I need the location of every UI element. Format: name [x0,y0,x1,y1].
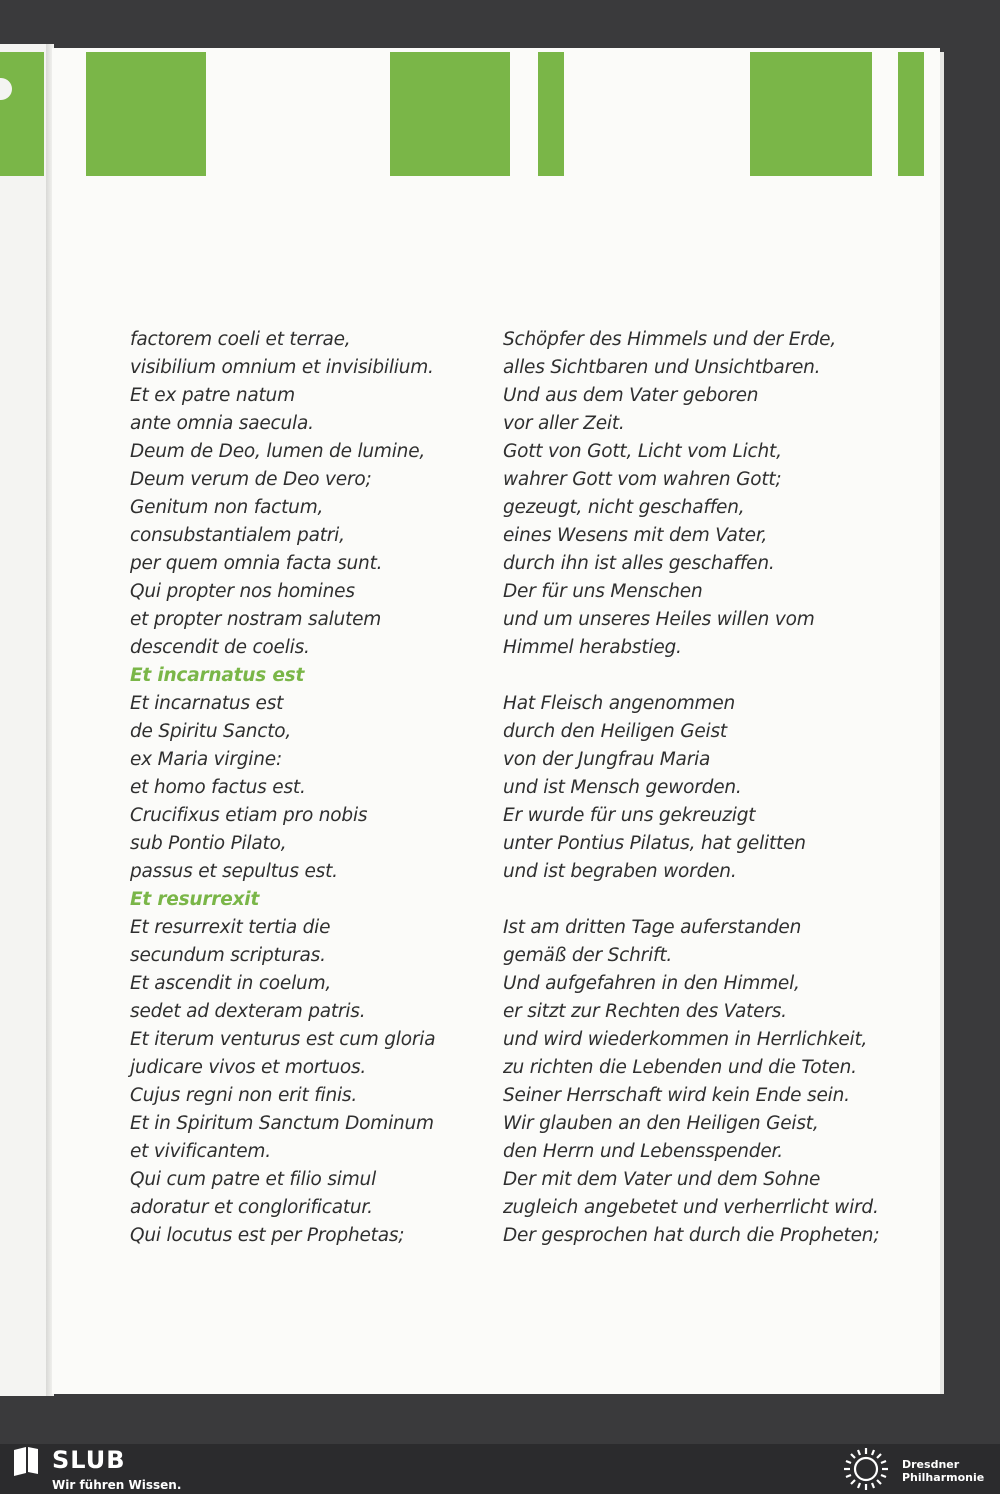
slub-book-icon [12,1446,40,1476]
section-heading: Et resurrexit [130,889,260,910]
german-line: Er wurde für uns gekreuzigt [503,805,756,826]
slub-tagline: Wir führen Wissen. [52,1478,182,1492]
latin-line: sedet ad dexteram patris. [130,1001,366,1022]
german-line: eines Wesens mit dem Vater, [503,525,768,546]
latin-line: Qui locutus est per Prophetas; [130,1225,405,1246]
latin-line: Qui cum patre et filio simul [130,1169,377,1190]
latin-line: consubstantialem patri, [130,525,345,546]
german-line: durch den Heiligen Geist [503,721,727,742]
german-line: wahrer Gott vom wahren Gott; [503,469,782,490]
german-line: Der für uns Menschen [503,581,703,602]
latin-line: Qui propter nos homines [130,581,355,602]
german-line: und ist Mensch geworden. [503,777,742,798]
latin-line: descendit de coelis. [130,637,310,658]
header-green-block-5 [898,52,924,176]
latin-line: passus et sepultus est. [130,861,338,882]
latin-line: et vivificantem. [130,1141,271,1162]
german-line: unter Pontius Pilatus, hat gelitten [503,833,806,854]
latin-line: judicare vivos et mortuos. [130,1057,367,1078]
latin-line: sub Pontio Pilato, [130,833,287,854]
dresdner-philharmonie-label [902,1458,984,1484]
dp-line-1: Dresdner [902,1458,960,1471]
german-line: und wird wiederkommen in Herrlichkeit, [503,1029,868,1050]
german-line: Schöpfer des Himmels und der Erde, [503,329,837,350]
latin-line: Et incarnatus est [130,693,284,714]
header-green-block-3 [538,52,564,176]
german-line: vor aller Zeit. [503,413,625,434]
german-line: Und aus dem Vater geboren [503,385,759,406]
german-line [503,662,879,690]
german-line: und ist begraben worden. [503,861,737,882]
slub-name: SLUB [52,1446,126,1474]
german-line: durch ihn ist alles geschaffen. [503,553,775,574]
latin-line: ante omnia saecula. [130,413,314,434]
dp-line-2: Philharmonie [902,1471,985,1484]
german-line: zu richten die Lebenden und die Toten. [503,1057,857,1078]
german-line: Der gesprochen hat durch die Propheten; [503,1225,880,1246]
latin-line: et propter nostram salutem [130,609,382,630]
german-line: Himmel herabstieg. [503,637,682,658]
german-line: gemäß der Schrift. [503,945,673,966]
latin-line: Et ascendit in coelum, [130,973,332,994]
german-text-column [503,326,879,1250]
latin-line: Genitum non factum, [130,497,324,518]
latin-line: Deum de Deo, lumen de lumine, [130,441,426,462]
german-line: Und aufgefahren in den Himmel, [503,973,800,994]
latin-line: Et iterum venturus est cum gloria [130,1029,436,1050]
dresdner-philharmonie-sunburst-icon [840,1446,892,1492]
page-edge [940,52,944,1394]
latin-line: Et resurrexit tertia die [130,917,331,938]
latin-line: ex Maria virgine: [130,749,282,770]
german-line: gezeugt, nicht geschaffen, [503,497,745,518]
latin-line: secundum scripturas. [130,945,326,966]
latin-line: factorem coeli et terrae, [130,329,351,350]
german-line [503,886,879,914]
latin-line: per quem omnia facta sunt. [130,553,383,574]
latin-line: adoratur et conglorificatur. [130,1197,373,1218]
facing-page-green-block [0,52,44,176]
german-line: alles Sichtbaren und Unsichtbaren. [503,357,821,378]
latin-line: et homo factus est. [130,777,306,798]
latin-line: Cujus regni non erit finis. [130,1085,358,1106]
german-line: er sitzt zur Rechten des Vaters. [503,1001,787,1022]
latin-line: Deum verum de Deo vero; [130,469,372,490]
german-line: Ist am dritten Tage auferstanden [503,917,802,938]
header-green-block-2 [390,52,510,176]
latin-line: Et ex patre natum [130,385,295,406]
facing-page [0,44,50,1396]
german-line: Der mit dem Vater und dem Sohne [503,1169,821,1190]
latin-line: Et in Spiritum Sanctum Dominum [130,1113,434,1134]
german-line: zugleich angebetet und verherrlicht wird. [503,1197,879,1218]
latin-text-column [130,326,435,1250]
header-green-block-1 [86,52,206,176]
section-heading: Et incarnatus est [130,665,305,686]
german-line: von der Jungfrau Maria [503,749,711,770]
german-line: den Herrn und Lebensspender. [503,1141,783,1162]
german-line: Seiner Herrschaft wird kein Ende sein. [503,1085,850,1106]
latin-line: visibilium omnium et invisibilium. [130,357,434,378]
german-line: und um unseres Heiles willen vom [503,609,815,630]
german-line: Wir glauben an den Heiligen Geist, [503,1113,819,1134]
latin-line: Crucifixus etiam pro nobis [130,805,368,826]
german-line: Hat Fleisch angenommen [503,693,736,714]
latin-line: de Spiritu Sancto, [130,721,292,742]
german-line: Gott von Gott, Licht vom Licht, [503,441,782,462]
header-green-block-4 [750,52,872,176]
